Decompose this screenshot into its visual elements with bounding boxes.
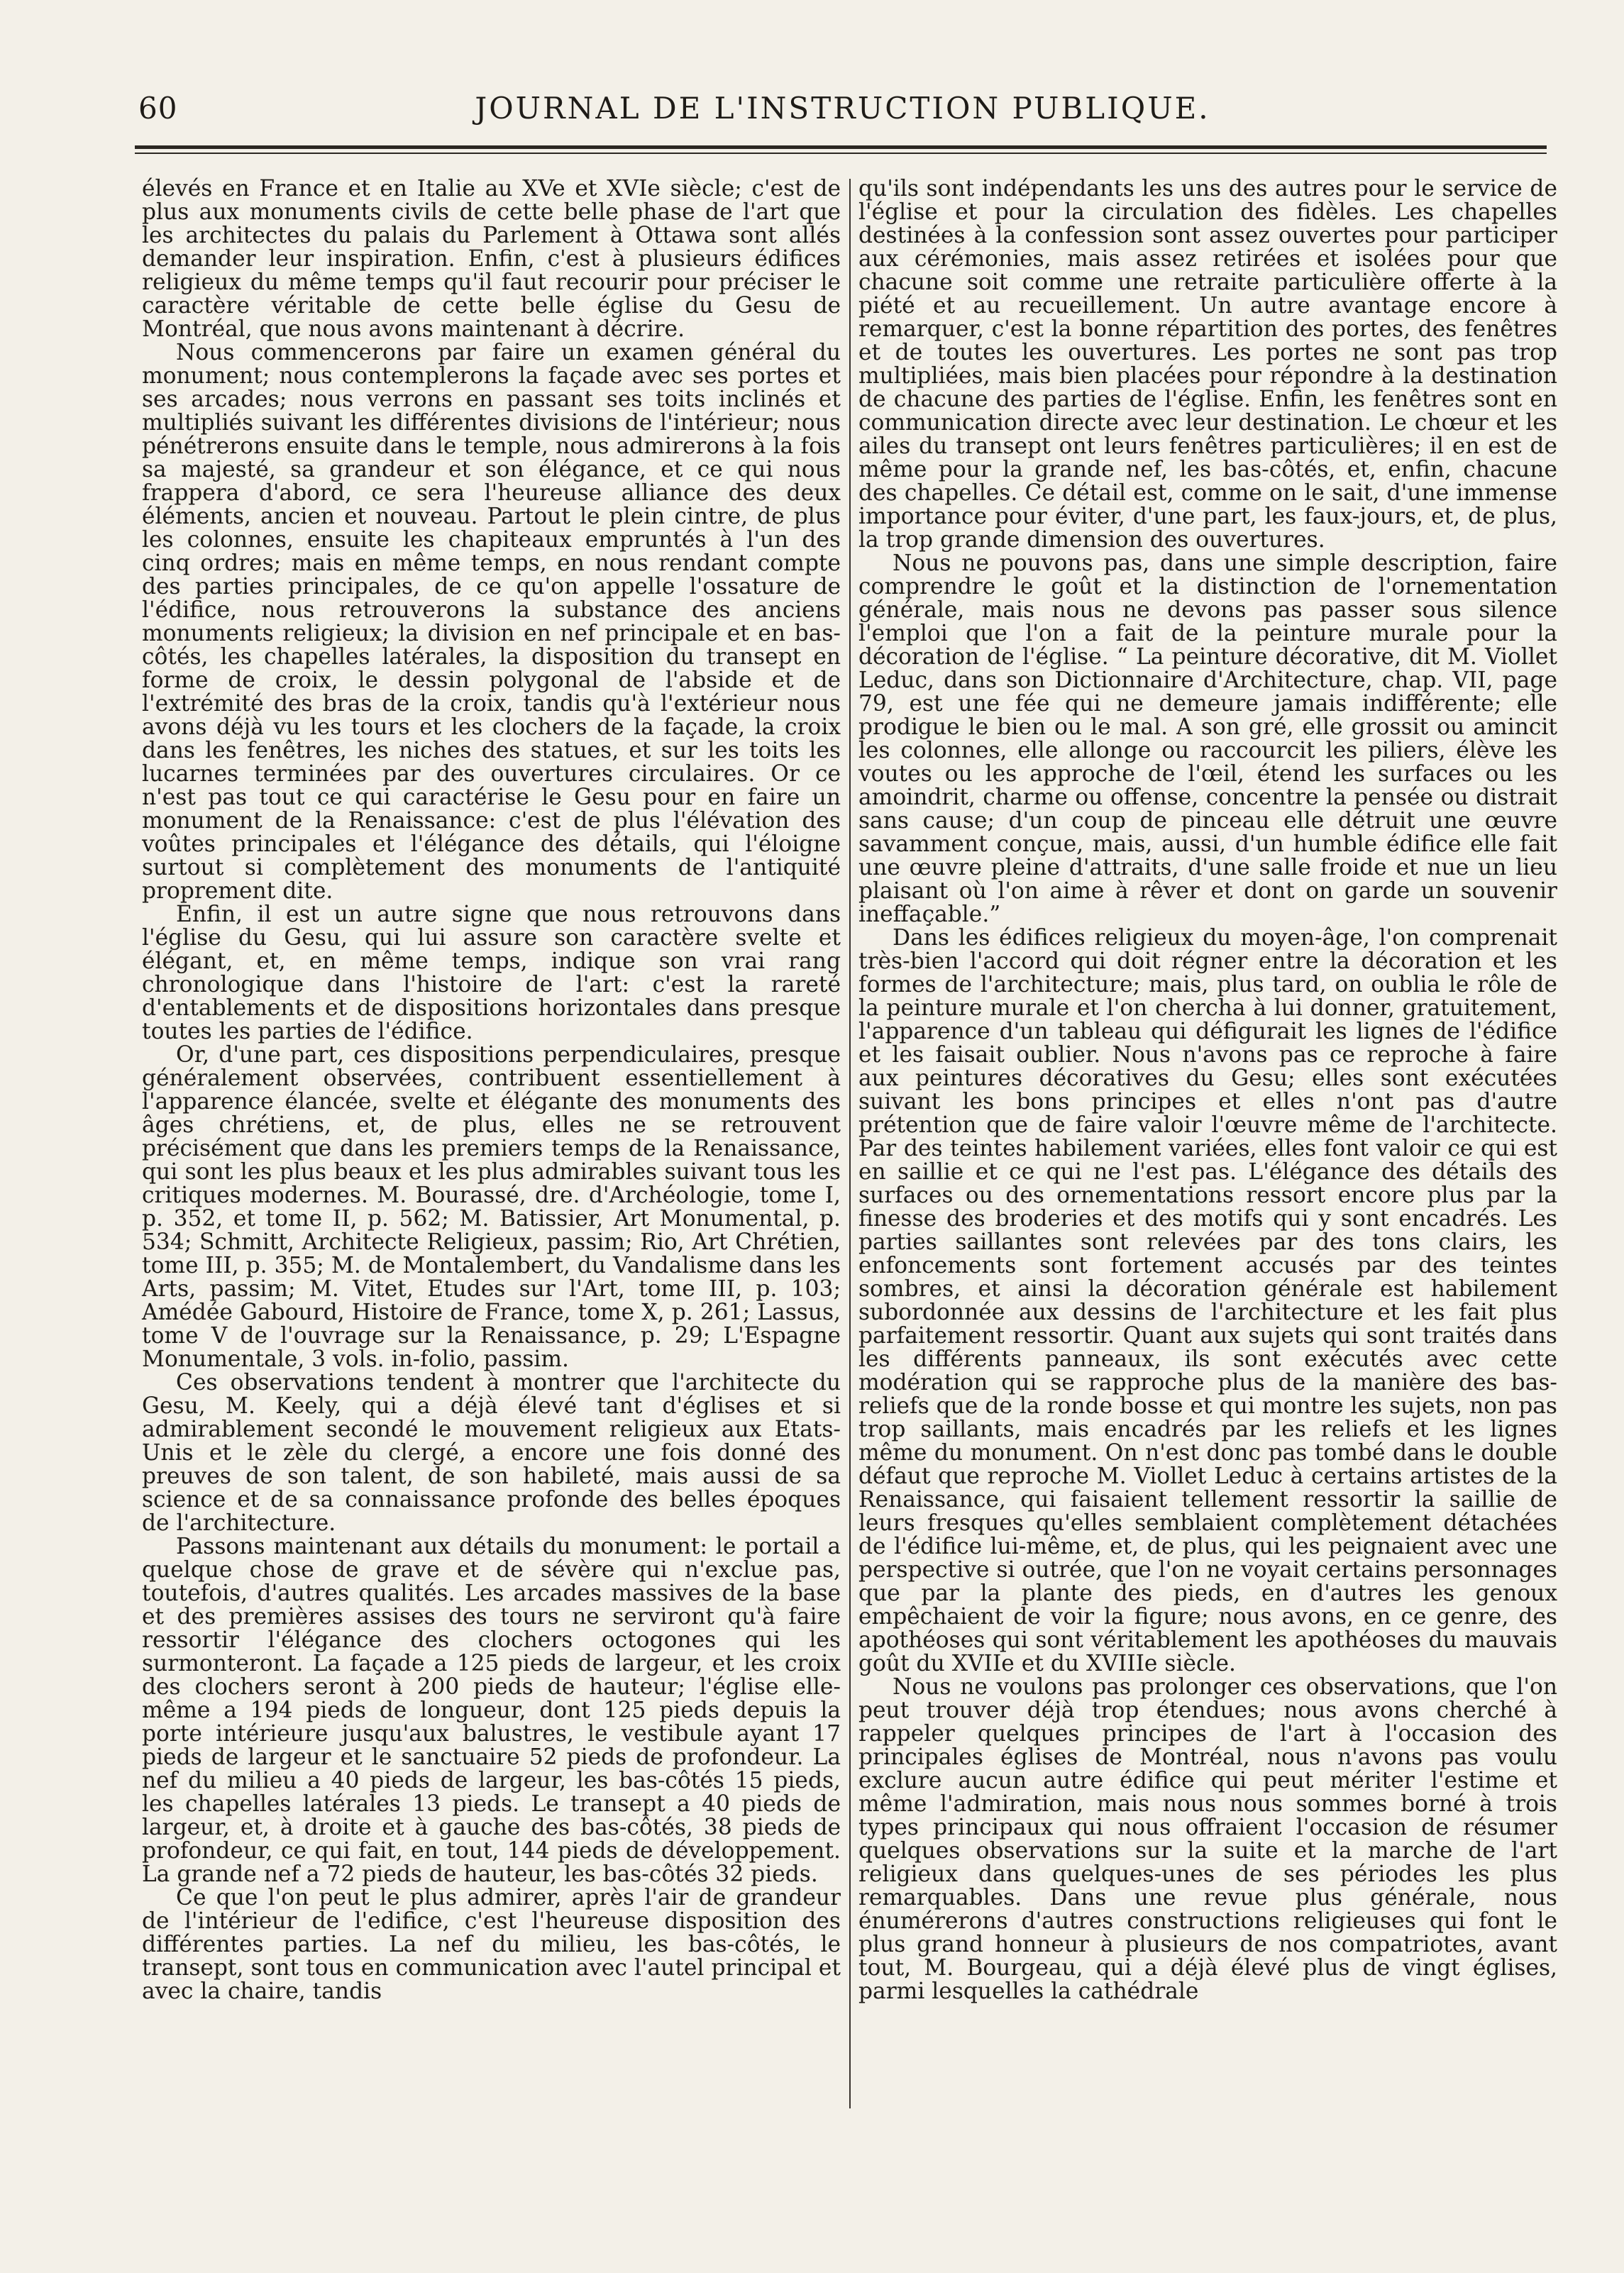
- paragraph: Enfin, il est un autre signe que nous retrouvons dans l'église du Gesu, qui lui assure son caractère svelte et élégant, et, en même temps, indique son vrai rang chronologique dans l'histoire de l'art: c'est la rareté d'entablements et de dispositions horizontales dans presque toutes les parties de l'édifice.: [142, 902, 841, 1044]
- paragraph: Nous ne pouvons pas, dans une simple description, faire comprendre le goût et la distinction de l'ornementation générale, mais nous ne devons pas passer sous silence l'emploi que l'on a fait de la peinture murale pour la décoration de l'église. “ La peinture décorative, dit M. Viollet Leduc, dans son Dictionnaire d'Architecture, chap. VII, page 79, est une fée qui ne demeure jamais indifférente; elle prodigue le bien ou le mal. A son gré, elle grossit ou amincit les colonnes, elle allonge ou raccourcit les piliers, élève les voutes ou les approche de l'œil, étend les surfaces ou les amoindrit, charme ou offense, concentre la pensée ou distrait sans cause; d'un coup de pinceau elle détruit une œuvre savamment conçue, mais, aussi, d'un humble édifice elle fait une œuvre pleine d'attraits, d'une salle froide et nue un lieu plaisant où l'on aime à rêver et dont on garde un souvenir ineffaçable.”: [858, 551, 1557, 927]
- paragraph: Nous commencerons par faire un examen général du monument; nous contemplerons la façade avec ses portes et ses arcades; nous verrons en passant ses toits inclinés et multipliés suivant les différentes divisions de l'intérieur; nous pénétrerons ensuite dans le temple, nous admirerons à la fois sa majesté, sa grandeur et son élégance, et ce qui nous frappera d'abord, ce sera l'heureuse alliance des deux éléments, ancien et nouveau. Partout le plein cintre, de plus les colonnes, ensuite les chapiteaux empruntés à l'un des cinq ordres; mais en même temps, en nous rendant compte des parties principales, de ce qu'on appelle l'ossature de l'édifice, nous retrouverons la substance des anciens monuments religieux; la division en nef principale et en bas-côtés, les chapelles latérales, la disposition du transept en forme de croix, le dessin polygonal de l'abside et de l'extrémité des bras de la croix, tandis qu'à l'extérieur nous avons déjà vu les tours et les clochers de la façade, la croix dans les fenêtres, les niches des statues, et sur les toits les lucarnes terminées par des ouvertures circulaires. Or ce n'est pas tout ce qui caractérise le Gesu pour en faire un monument de la Renaissance: c'est de plus l'élévation des voûtes principales et l'élégance des détails, qui l'éloigne surtout si complètement des monuments de l'antiquité proprement dite.: [142, 340, 841, 904]
- header-rule-thin: [135, 153, 1547, 154]
- paragraph: Or, d'une part, ces dispositions perpendiculaires, presque généralement observées, contribuent essentiellement à l'apparence élancée, svelte et élégante des monuments des âges chrétiens, et, de plus, elles ne se retrouvent précisément que dans les premiers temps de la Renaissance, qui sont les plus beaux et les plus admirables suivant tous les critiques modernes. M. Bourassé, dre. d'Archéologie, tome I, p. 352, et tome II, p. 562; M. Batissier, Art Monumental, p. 534; Schmitt, Architecte Religieux, passim; Rio, Art Chrétien, tome III, p. 355; M. de Montalembert, du Vandalisme dans les Arts, passim; M. Vitet, Etudes sur l'Art, tome III, p. 103; Amédée Gabourd, Histoire de France, tome X, p. 261; Lassus, tome V de l'ouvrage sur la Renaissance, p. 29; L'Espagne Monumentale, 3 vols. in-folio, passim.: [142, 1042, 841, 1372]
- left-column: [142, 177, 841, 2003]
- header-rule-thick: [135, 145, 1547, 149]
- running-title: JOURNAL DE L'INSTRUCTION PUBLIQUE.: [475, 91, 1210, 126]
- paragraph: Ces observations tendent à montrer que l'architecte du Gesu, M. Keely, qui a déjà élevé tant d'églises et si admirablement secondé le mouvement religieux aux Etats-Unis et le zèle du clergé, a encore une fois donné des preuves de son talent, de son habileté, mais aussi de sa science et de sa connaissance profonde des belles époques de l'architecture.: [142, 1370, 841, 1536]
- right-column: [858, 177, 1557, 2003]
- page-header: [138, 91, 1547, 133]
- paragraph: Passons maintenant aux détails du monument: le portail a quelque chose de grave et de sévère qui n'exclue pas, toutefois, d'autres qualités. Les arcades massives de la base et des premières assises des tours ne serviront qu'à faire ressortir l'élégance des clochers octogones qui les surmonteront. La façade a 125 pieds de largeur, et les croix des clochers seront à 200 pieds de hauteur; l'église elle-même a 194 pieds de longueur, dont 125 pieds depuis la porte intérieure jusqu'aux balustres, le vestibule ayant 17 pieds de largeur et le sanctuaire 52 pieds de profondeur. La nef du milieu a 40 pieds de largeur, les bas-côtés 15 pieds, les chapelles latérales 13 pieds. Le transept a 40 pieds de largeur, et, à droite et à gauche des bas-côtés, 38 pieds de profondeur, ce qui fait, en tout, 144 pieds de développement. La grande nef a 72 pieds de hauteur, les bas-côtés 32 pieds.: [142, 1534, 841, 1887]
- paragraph: élevés en France et en Italie au XVe et XVIe siècle; c'est de plus aux monuments civils de cette belle phase de l'art que les architectes du palais du Parlement à Ottawa sont allés demander leur inspiration. Enfin, c'est à plusieurs édifices religieux du même temps qu'il faut recourir pour préciser le caractère véritable de cette belle église du Gesu de Montréal, que nous avons maintenant à décrire.: [142, 176, 841, 342]
- page-number: 60: [138, 91, 178, 126]
- column-divider: [849, 179, 851, 2108]
- paragraph: Dans les édifices religieux du moyen-âge, l'on comprenait très-bien l'accord qui doit régner entre la décoration et les formes de l'architecture; mais, plus tard, on oublia le rôle de la peinture murale et l'on chercha à lui donner, gratuitement, l'apparence d'un tableau qui défigurait les lignes de l'édifice et les faisait oublier. Nous n'avons pas ce reproche à faire aux peintures décoratives du Gesu; elles sont exécutées suivant les bons principes et elles n'ont pas d'autre prétention que de faire valoir l'œuvre même de l'architecte. Par des teintes habilement variées, elles font valoir ce qui est en saillie et ce qui ne l'est pas. L'élégance des détails des surfaces ou des ornementations ressort encore plus par la finesse des broderies et des motifs qui y sont encadrés. Les parties saillantes sont relevées par des tons clairs, les enfoncements sont fortement accusés par des teintes sombres, et ainsi la décoration générale est habilement subordonnée aux dessins de l'architecture et les fait plus parfaitement ressortir. Quant aux sujets qui sont traités dans les différents panneaux, ils sont exécutés avec cette modération qui se rapproche plus de la manière des bas-reliefs que de la ronde bosse et qui montre les sujets, non pas trop saillants, mais encadrés par les reliefs et les lignes même du monument. On n'est donc pas tombé dans le double défaut que reproche M. Viollet Leduc à certains artistes de la Renaissance, qui faisaient tellement ressortir la saillie de leurs fresques qu'elles semblaient complètement détachées de l'édifice lui-même, et, de plus, qui les peignaient avec une perspective si outrée, que l'on ne voyait certains personnages que par la plante des pieds, en d'autres les genoux empêchaient de voir la figure; nous avons, en ce genre, des apothéoses qui sont véritablement les apothéoses du mauvais goût du XVIIe et du XVIIIe siècle.: [858, 925, 1557, 1676]
- paragraph: Ce que l'on peut le plus admirer, après l'air de grandeur de l'intérieur de l'edifice, c'est l'heureuse disposition des différentes parties. La nef du milieu, les bas-côtés, le transept, sont tous en communication avec l'autel principal et avec la chaire, tandis: [142, 1885, 841, 2004]
- paragraph: qu'ils sont indépendants les uns des autres pour le service de l'église et pour la circulation des fidèles. Les chapelles destinées à la confession sont assez ouvertes pour participer aux cérémonies, mais assez retirées et isolées pour que chacune soit comme une retraite particulière offerte à la piété et au recueillement. Un autre avantage encore à remarquer, c'est la bonne répartition des portes, des fenêtres et de toutes les ouvertures. Les portes ne sont pas trop multipliées, mais bien placées pour répondre à la destination de chacune des parties de l'église. Enfin, les fenêtres sont en communication directe avec leur destination. Le chœur et les ailes du transept ont leurs fenêtres particulières; il en est de même pour la grande nef, les bas-côtés, et, enfin, chacune des chapelles. Ce détail est, comme on le sait, d'une immense importance pour éviter, d'une part, les faux-jours, et, de plus, la trop grande dimension des ouvertures.: [858, 176, 1557, 553]
- paragraph: Nous ne voulons pas prolonger ces observations, que l'on peut trouver déjà trop étendues; nous avons cherché à rappeler quelques principes de l'art à l'occasion des principales églises de Montréal, nous n'avons pas voulu exclure aucun autre édifice qui peut mériter l'estime et même l'admiration, mais nous nous sommes borné à trois types principaux qui nous offraient l'occasion de résumer quelques observations sur la suite et la marche de l'art religieux dans quelques-unes de ses périodes les plus remarquables. Dans une revue plus générale, nous énumérerons d'autres constructions religieuses qui font le plus grand honneur à plusieurs de nos compatriotes, avant tout, M. Bourgeau, qui a déjà élevé plus de vingt églises, parmi lesquelles la cathédrale: [858, 1674, 1557, 2004]
